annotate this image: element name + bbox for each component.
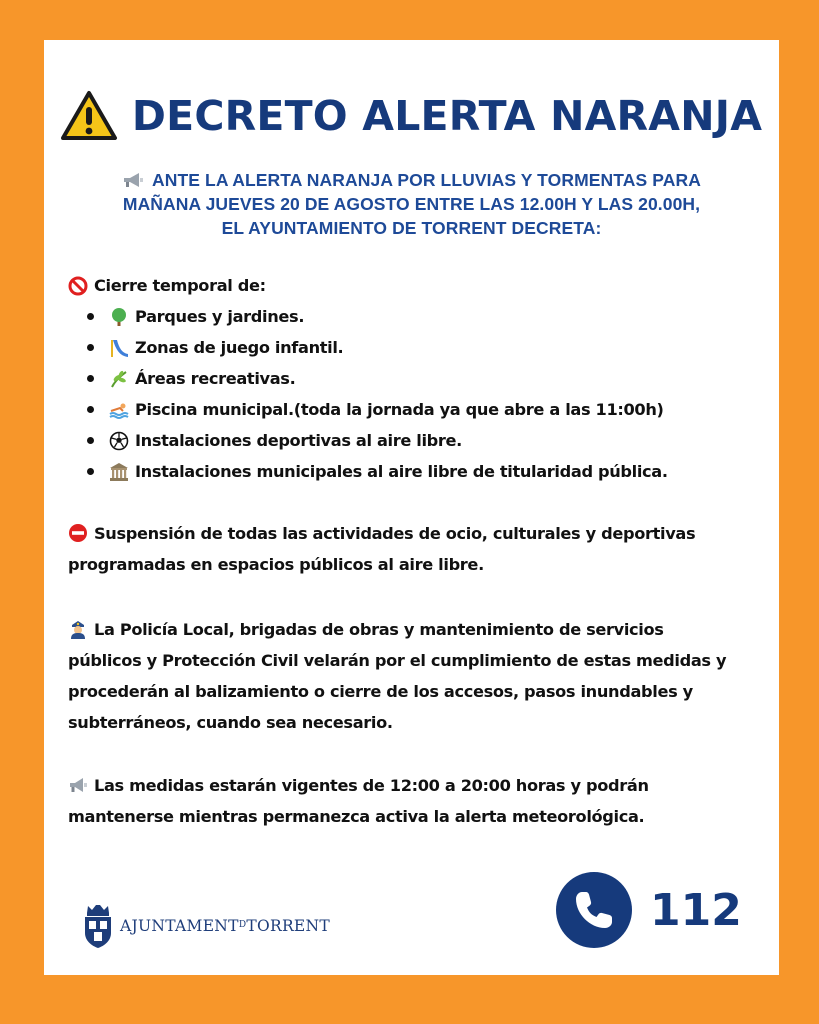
herb-icon (109, 369, 129, 389)
ajuntament-logo (82, 902, 330, 950)
no-entry-icon (68, 523, 88, 543)
suspension-paragraph (68, 518, 768, 580)
bullet (87, 406, 94, 413)
slide-icon (109, 338, 129, 358)
phone-icon (572, 888, 616, 932)
list-item: Áreas recreativas. (87, 363, 768, 394)
soccer-ball-icon (109, 431, 129, 451)
page-title: DECRETO ALERTA NARANJA (131, 92, 763, 140)
warning-triangle-icon (60, 90, 118, 142)
tree-icon (109, 307, 129, 327)
decree-card (44, 40, 779, 975)
hours-paragraph (68, 770, 768, 832)
police-line-3: procederán al balizamiento o cierre de los accesos, pasos inundables y (68, 682, 693, 701)
suspension-line-2: programadas en espacios públicos al aire libre. (68, 555, 484, 574)
list-item: Instalaciones deportivas al aire libre. (87, 425, 768, 456)
announcement-subtitle (58, 168, 765, 240)
hours-line-1: Las medidas estarán vigentes de 12:00 a 20:00 horas y podrán (68, 770, 768, 801)
closure-section (68, 270, 768, 487)
megaphone-icon (122, 172, 144, 188)
classical-building-icon (109, 462, 129, 482)
bullet (87, 375, 94, 382)
subtitle-line-2: MAÑANA JUEVES 20 DE AGOSTO ENTRE LAS 12.00H Y LAS 20.00H, (122, 194, 701, 214)
police-line-1: La Policía Local, brigadas de obras y mantenimiento de servicios (68, 614, 768, 645)
list-item: Piscina municipal.(toda la jornada ya que abre a las 11:00h) (87, 394, 768, 425)
bullet (87, 344, 94, 351)
list-item: Zonas de juego infantil. (87, 332, 768, 363)
megaphone-icon (68, 775, 88, 795)
closure-list (68, 301, 768, 487)
police-line-4: subterráneos, cuando sea necesario. (68, 713, 393, 732)
police-paragraph (68, 614, 768, 738)
bullet (87, 437, 94, 444)
list-item: Parques y jardines. (87, 301, 768, 332)
list-item: Instalaciones municipales al aire libre de titularidad pública. (87, 456, 768, 487)
title-row (66, 84, 763, 148)
closure-heading: Cierre temporal de: (68, 270, 768, 301)
emergency-number: 112 (650, 884, 742, 936)
suspension-line-1: Suspensión de todas las actividades de ocio, culturales y deportivas (68, 518, 768, 549)
subtitle-line-3: EL AYUNTAMIENTO DE TORRENT DECRETA: (221, 218, 602, 238)
subtitle-line-1: ANTE LA ALERTA NARANJA POR LLUVIAS Y TORMENTAS PARA (58, 168, 765, 192)
bullet (87, 468, 94, 475)
bullet (87, 313, 94, 320)
swimming-pool-icon (109, 400, 129, 420)
phone-badge (556, 872, 632, 948)
prohibited-icon (68, 276, 88, 296)
torrent-coat-of-arms-icon (82, 903, 114, 949)
logo-wordmark: $AJUNTAMENT^DTORRENT$ (120, 917, 331, 935)
police-officer-icon (68, 619, 88, 639)
emergency-phone (556, 872, 742, 948)
police-line-2: públicos y Protección Civil velarán por el cumplimiento de estas medidas y (68, 651, 727, 670)
hours-line-2: mantenerse mientras permanezca activa la alerta meteorológica. (68, 807, 645, 826)
